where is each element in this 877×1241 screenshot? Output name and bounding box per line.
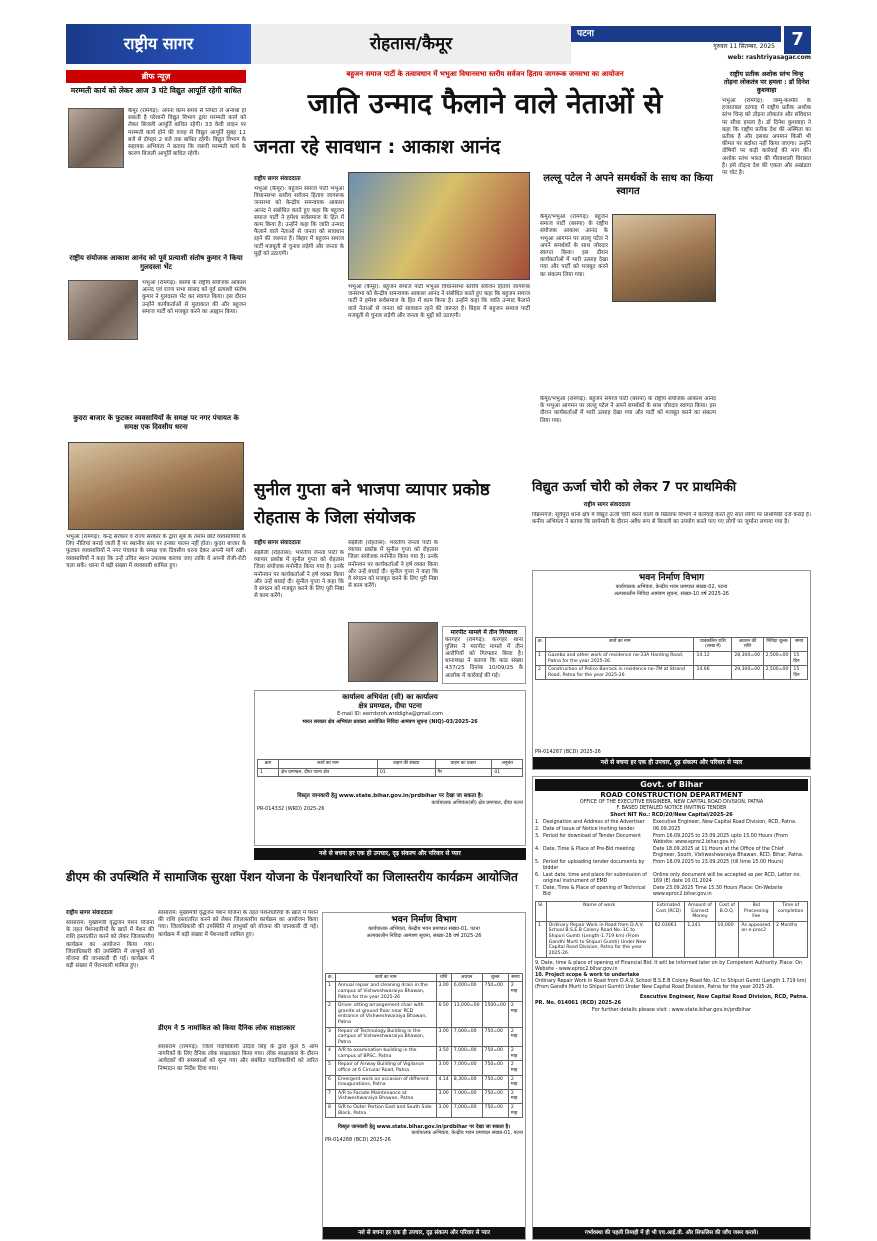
- tender2-cell: Repair of Technology Building in the campus of Vishweshwaraiya Bhawan, Patna: [336, 1027, 437, 1047]
- rcd-nit: Short NIT No.: RCD/20/New Capital/2025-26: [610, 811, 733, 818]
- rcd-cell: 10,000: [715, 921, 739, 958]
- tender2-cell: S/R to Outer Portion East and South Side Block, Patna: [336, 1104, 437, 1118]
- rcd-n10b: Ordinary Repair Work in Road from D.A.V. School B.S.E.B Colony Road No.-1C to Shipuri Gumti (Length 1.719 km) (From Gandhi Murti to Shipuri Gumti) Under New Capital Road Division, Patna for the year 2025-26.: [535, 979, 807, 991]
- tender1-cell: 2,500=00: [763, 651, 791, 665]
- rcd-table: [535, 901, 808, 958]
- tender2-col-header: क्र.: [326, 973, 336, 982]
- mid-photo: [348, 622, 438, 682]
- wrd-email: E-mail ID: eerrdsroh.wrddigha@gmail.com: [337, 710, 443, 717]
- story3-title: कुदरा बाजार के फुटकर व्यवसायियों के समक्ष पर नगर पंचायत के समक्ष एक दिवसीय धरना: [73, 414, 239, 431]
- wrd-office: कार्यालय अभियंता (सी) का कार्यालय: [342, 693, 438, 701]
- top-body-repeat: भभुआ (कैमूर): बहुजन समाज पार्टी भभुआ विधानसभा स्तरीय सर्वजन हिताय जागरूक जनसभा को केन्द्रीय समन्वयक आकाश आनंद ने संबोधित करते हुए कहा कि बहुजन समाज पार्टी ने हमेशा सर्वसमाज के हित में काम किया है। उन्होंने कहा कि जाति उन्माद फैलाने वाले नेताओं से जनता को सावधान रहने की जरूरत है। बिहार में बहुजन समाज पार्टी मजबूती से चुनाव लड़ेगी और जनता के मुद्दों को उठाएगी।: [348, 284, 530, 319]
- tender2-cell: 4.14: [436, 1075, 451, 1089]
- story1-title: मरम्मती कार्य को लेकर आज 3 घंटे विद्युत आपूर्ति रहेगी बाधित: [70, 86, 242, 95]
- tender1-col-header: निविदा शुल्क: [763, 637, 791, 651]
- rcd-item: [535, 847, 808, 859]
- tender2-cell: 750=00: [482, 1061, 508, 1075]
- rcd-col-header: Sl.: [536, 901, 547, 921]
- lower-body-cont: [158, 910, 318, 1020]
- tender2-cell: 8,300=00: [451, 1075, 482, 1089]
- story3-body: भभुआ (रामगढ़): केन्द्र सरकार व राज्य सरकार के द्वारा सूबे के तमाम छोटे व्यवसायियों के लिए नीतियां बनाई जाती हैं पर स्थानीय स्तर पर इनका पालन नहीं होता। कुदरा बाजार के फुटकर व्यवसायियों ने नगर पंचायत के समक्ष एक दिवसीय धरना देकर अपनी मांगें रखीं। व्यवसायियों ने कहा कि उन्हें उचित स्थान उपलब्ध कराया जाए ताकि वे अपनी रोजी-रोटी चला सकें। धरना में बड़ी संख्या में व्यवसायी शामिल हुए।: [66, 534, 246, 569]
- tender2-cell: 750=00: [482, 982, 508, 1002]
- rcd-item: [535, 873, 808, 885]
- rcd-cell: As appeared on e-proc2: [739, 921, 774, 958]
- rcd-item-field: 3.: [535, 833, 540, 839]
- wrd-pr: PR-014332 (WRD) 2025-26: [257, 806, 325, 813]
- brief-news-column: [66, 70, 246, 470]
- tender2-cell: 1500=00: [482, 1002, 508, 1027]
- tender1-cell: 29,300=00: [732, 666, 763, 680]
- tender1-ad: [532, 570, 811, 770]
- wrd-cell: 01: [492, 768, 523, 777]
- rcd-office: OFFICE OF THE EXECUTIVE ENGINEER, NEW CAPITAL ROAD DIVISION, PATNA: [579, 799, 764, 805]
- mid-body: संझौली (रोहतास): भारतीय जनता पार्टी के व्यापार प्रकोष्ठ में सुनील गुप्ता को रोहतास जिला संयोजक मनोनीत किया गया है। उनके मनोनयन पर कार्यकर्ताओं ने हर्ष व्यक्त किया और उन्हें बधाई दी। सुनील गुप्ता ने कहा कि वे संगठन को मजबूत करने के लिए पूरी निष्ठा से काम करेंगे।: [254, 550, 344, 600]
- tender2-cell: 6: [326, 1075, 336, 1089]
- rcd-cell: 1: [536, 921, 547, 958]
- brief-news-label: ब्रीफ न्यूज़: [66, 70, 246, 83]
- tender2-cell: 2 माह: [508, 1047, 522, 1061]
- tender2-cell: 8: [326, 1104, 336, 1118]
- rcd-footer: गर्भावस्था की पहली तिमाही में ही भी एच.आई.वी. और सिफलिस की जाँच जरूर कराये।: [533, 1227, 810, 1239]
- tender2-cell: 2 माह: [508, 1075, 522, 1089]
- tender2-cell: 7,000=00: [451, 1089, 482, 1103]
- tender2-notice: अल्पकालीन निविदा आमंत्रण सूचना, संख्या-28 वर्ष 2025-26: [366, 932, 482, 939]
- rcd-sign: Executive Engineer, New Capital Road Division, RCD, Patna.: [639, 994, 808, 1001]
- tender2-cell: 750=00: [482, 1027, 508, 1047]
- lower-byline: राष्ट्रीय सागर संवाददाता: [66, 910, 113, 916]
- story2-body: भभुआ (रामगढ़): बसपा के राष्ट्रीय संयोजक आकाश आनंद एवं राज्य सभा सांसद को पूर्व प्रत्याशी संतोष कुमार ने गुलदस्ता भेंट कर स्वागत किया। इस दौरान उन्होंने कार्यकर्ताओं से मुलाकात की और बहुजन समाज पार्टी को मजबूत करने का आह्वान किया।: [142, 280, 246, 315]
- tender2-cell: 2 माह: [508, 1027, 522, 1047]
- theft-headline: विद्युत ऊर्जा चोरी को लेकर 7 पर प्राथमिकी: [532, 480, 737, 495]
- mid-body-cont: [348, 540, 438, 620]
- tender2-cell: 7,000=00: [451, 1027, 482, 1047]
- tender2-cell: 7,000=00: [451, 1104, 482, 1118]
- mid-body-repeat: संझौली (रोहतास): भारतीय जनता पार्टी के व्यापार प्रकोष्ठ में सुनील गुप्ता को रोहतास जिला संयोजक मनोनीत किया गया है। उनके मनोनयन पर कार्यकर्ताओं ने हर्ष व्यक्त किया और उन्हें बधाई दी। सुनील गुप्ता ने कहा कि वे संगठन को मजबूत करने के लिए पूरी निष्ठा से काम करेंगे।: [348, 540, 438, 590]
- tender2-cell: 750=00: [482, 1075, 508, 1089]
- rcd-n9: 9. Date, time & place of opening of Financial Bid: It will be informed later on by Competent Authority. Place: On Website - www.eproc2.bihar.gov.in: [535, 961, 803, 973]
- tender1-cell: 2: [536, 666, 546, 680]
- story2-photo: [68, 280, 138, 340]
- rcd-item: [535, 834, 808, 846]
- rcd-item-field: 1.: [535, 819, 540, 825]
- tender1-cell: Construction of Police Barrack in residence no-7M at Strand Road, Patna for the year 2025-26: [546, 666, 694, 680]
- tender1-cell: 1: [536, 651, 546, 665]
- tender2-office: कार्यपालक अभियंता, केन्द्रीय भवन प्रमण्डल संख्या-01, पटना: [368, 926, 480, 933]
- tender2-row: [326, 1027, 523, 1047]
- tender2-cell: 2 माह: [508, 1061, 522, 1075]
- tender2-col-header: समय: [508, 973, 522, 982]
- tender2-row: [326, 1104, 523, 1118]
- top-headline-2: जनता रहे सावधान : आकाश आनंद: [254, 136, 501, 158]
- tender2-cell: Emergent work on occasion of different Inaugurations, Patna: [336, 1075, 437, 1089]
- arrest-title: मारपीट मामले में तीन गिरफ्तार: [450, 629, 518, 636]
- page-number: 7: [784, 26, 811, 54]
- rcd-item-field: Executive Engineer, New Capital Road Division, RCD, Patna.: [653, 819, 797, 825]
- tender2-cell: 7: [326, 1089, 336, 1103]
- tender1-col-header: समय: [791, 637, 808, 651]
- tender2-row: [326, 1047, 523, 1061]
- brand-logo: [66, 24, 251, 64]
- tender2-row: [326, 1002, 523, 1027]
- mid-headline: सुनील गुप्ता बने भाजपा व्यापार प्रकोष्ठ रोहतास के जिला संयोजक: [254, 480, 490, 528]
- side-body: कैमूर/भभुआ (रामगढ़): बहुजन समाज पार्टी (बसपा) के राष्ट्रीय संयोजक आकाश आनंद के भभुआ आगमन पर लल्लू पटेल ने अपने समर्थकों के साथ जोरदार स्वागत किया। इस दौरान कार्यकर्ताओं में भारी उत्साह देखा गया और पार्टी को मजबूत करने का संकल्प लिया गया।: [540, 214, 608, 278]
- wrd-sign: कार्यपालक अभियंता(सी) क्षेत्र प्रमण्डल, दीघा पटना: [431, 799, 523, 806]
- tender2-cell: 1: [326, 982, 336, 1002]
- tender2-cell: 2 माह: [508, 982, 522, 1002]
- wrd-col-header: वाहन की संख्या: [377, 760, 435, 769]
- right-story: [722, 70, 811, 470]
- tender2-col-header: शुल्क: [482, 973, 508, 982]
- wrd-table: [257, 759, 523, 777]
- lower-body: सासाराम: मुख्यमंत्री वृद्धजन पेंशन योजना के तहत पेंशनधारियों के खाते में पेंशन की राशि हस्तांतरित करने को लेकर जिलास्तरीय कार्यक्रम का आयोजन किया गया। जिलाधिकारी की उपस्थिति में लाभुकों को योजना की जानकारी दी गई। कार्यक्रम में बड़ी संख्या में पेंशनधारी शामिल हुए।: [66, 920, 154, 970]
- rcd-cell: Ordinary Repair Work in Road from D.A.V. School B.S.E.B Colony Road No.-1C to Shipuri Gumti (Length-1.719 km) (From Gandhi Murti to Shipuri Gumti) Under New Capital Road Division, Patna for the year 2025-26.: [546, 921, 652, 958]
- top-byline: राष्ट्रीय सागर संवाददाता: [254, 176, 301, 182]
- tender1-cell: 14.66: [694, 666, 732, 680]
- mid-byline: राष्ट्रीय सागर संवाददाता: [254, 540, 301, 546]
- lower-body-repeat: सासाराम: मुख्यमंत्री वृद्धजन पेंशन योजना के तहत पेंशनधारियों के खाते में पेंशन की राशि हस्तांतरित करने को लेकर जिलास्तरीय कार्यक्रम का आयोजन किया गया। जिलाधिकारी की उपस्थिति में लाभुकों को योजना की जानकारी दी गई। कार्यक्रम में बड़ी संख्या में पेंशनधारी शामिल हुए।: [158, 910, 318, 938]
- tender2-cell: 750=00: [482, 1104, 508, 1118]
- story1-body: कैमूर (रामगढ़): अपना काम समय से निपटा लें अन्यथा हो सकती है परेशानी विद्युत विभाग द्वारा मरम्मती कार्य को लेकर बिजली आपूर्ति बाधित रहेगी। 33 केवी लाइन पर मरम्मती कार्य होने की वजह से विद्युत आपूर्ति सुबह 11 बजे से दोपहर 2 बजे तक बाधित रहेगी। विद्युत विभाग के सहायक अभियंता ने बताया कि जरूरी मरम्मती कार्य के कारण बिजली आपूर्ति बाधित रहेगी।: [128, 108, 246, 158]
- story1-photo: [68, 108, 124, 168]
- tender2-row: [326, 1089, 523, 1103]
- city-label: पटना: [571, 26, 781, 42]
- wrd-cell: गैर: [435, 768, 492, 777]
- rcd-item-field: From 16.09.2025 to 23.09.2025 (till time 15.00 Hours): [653, 859, 784, 865]
- wrd-web: विस्तृत जानकारी हेतु www.state.bihar.gov.in/prdbihar पर देखा जा सकता है।: [297, 793, 483, 800]
- tender2-cell: 2 माह: [508, 1002, 522, 1027]
- tender2-cell: 750=00: [482, 1047, 508, 1061]
- tender1-cell: 15 दिन: [791, 651, 808, 665]
- rcd-items: [535, 820, 808, 898]
- rcd-cell: 62.03063: [652, 921, 685, 958]
- tender1-cell: 2,500=00: [763, 666, 791, 680]
- tender2-cell: 4: [326, 1047, 336, 1061]
- right-title: राष्ट्रीय प्रतीक अशोक स्तंभ चिन्ह तोड़ना लोकतंत्र पर हमला : डॉ दिनेश कुशवाहा: [723, 70, 810, 94]
- rcd-col-header: Bid Processing Fee: [739, 901, 774, 921]
- tender2-cell: 6,000=00: [451, 982, 482, 1002]
- wrd-cell: 1: [258, 768, 279, 777]
- top-body-cont: [348, 284, 530, 470]
- tender2-web: विस्तृत जानकारी हेतु www.state.bihar.gov.in/prdbihar पर देखा जा सकता है।: [337, 1124, 511, 1131]
- tender2-sign: कार्यपालक अभियंता, केन्द्रीय भवन प्रमण्डल संख्या-01, पटना: [411, 1130, 523, 1137]
- wrd-col-header: वाहन का प्रकार: [435, 760, 492, 769]
- side-photo: [612, 214, 716, 302]
- tender2-cell: 750=00: [482, 1089, 508, 1103]
- web-url: web: rashtriyasagar.com: [727, 54, 811, 61]
- tender1-col-header: प्राक्कलित राशि (लाख में): [694, 637, 732, 651]
- wrd-col-header: कार्य का नाम: [278, 760, 377, 769]
- rcd-item: [535, 820, 808, 826]
- tender2-cell: 3.00: [436, 1104, 451, 1118]
- wrd-row: [258, 768, 523, 777]
- rcd-col-header: Amount of Earnest Money: [685, 901, 715, 921]
- rcd-item-field: Period for download of Tender Document: [543, 833, 641, 839]
- tender2-cell: Annual repair and cleaning drain in the campus of Vishweshwaraiya Bhawan, Patna for the year 2025-26: [336, 982, 437, 1002]
- side-title: लल्लू पटेल ने अपने समर्थकों के साथ का किया स्वागत: [543, 173, 713, 197]
- section-title: रोहतास/कैमूर: [251, 24, 571, 64]
- tender1-pr: PR-014267 (BCD) 2025-26: [535, 748, 601, 755]
- tender2-cell: 7,000=00: [451, 1047, 482, 1061]
- wrd-col-header: अनुबंध: [492, 760, 523, 769]
- side-body-repeat: कैमूर/भभुआ (रामगढ़): बहुजन समाज पार्टी (बसपा) के राष्ट्रीय संयोजक आकाश आनंद के भभुआ आगमन पर लल्लू पटेल ने अपने समर्थकों के साथ जोरदार स्वागत किया। इस दौरान कार्यकर्ताओं में भारी उत्साह देखा गया और पार्टी को मजबूत करने का संकल्प लिया गया।: [540, 396, 716, 424]
- wrd-sub: क्षेत्र प्रमण्डल, दीघा पटना: [358, 701, 422, 710]
- tender2-cell: 3.00: [436, 1089, 451, 1103]
- right-body: भभुआ (रामगढ़): जम्मू-कश्मीर के हजरतबल दरगाह में राष्ट्रीय प्रतीक अशोक स्तंभ चिन्ह को तोड़ना लोकतंत्र और संविधान पर सीधा हमला है। डॉ दिनेश कुशवाहा ने कहा कि राष्ट्रीय प्रतीक देश की अस्मिता का प्रतीक है और इसका अपमान किसी भी कीमत पर बर्दाश्त नहीं किया जाएगा। उन्होंने दोषियों पर कड़ी कार्रवाई की मांग की। अशोक स्तंभ भारत की गौरवशाली विरासत है। इसे तोड़ना देश की एकता और अखंडता पर चोट है।: [722, 98, 811, 177]
- rcd-cell: 1,241: [685, 921, 715, 958]
- rcd-govt: Govt. of Bihar: [535, 779, 808, 791]
- wrd-cell: क्षेत्र प्रमण्डल, दीघा पटना क्षेत्र: [278, 768, 377, 777]
- wrd-tender-ad: [254, 690, 526, 846]
- tender1-cell: 15 दिन: [791, 666, 808, 680]
- rcd-item-field: 5.: [535, 859, 540, 865]
- side-body-cont: [540, 396, 716, 470]
- tender2-cell: 3.00: [436, 982, 451, 1002]
- rcd-dept: ROAD CONSTRUCTION DEPARTMENT: [600, 791, 743, 799]
- rcd-further: For further details please visit : www.state.bihar.gov.in/prdbihar: [591, 1006, 752, 1013]
- tender1-office: कार्यपालक अभियंता, केन्द्रीय भवन प्रमण्डल संख्या-02, पटना: [615, 584, 728, 591]
- rcd-item-field: 6.: [535, 872, 540, 878]
- story3-photo: [68, 442, 244, 530]
- rcd-item-field: 2.: [535, 826, 540, 832]
- tender2-row: [326, 1075, 523, 1089]
- tender1-row: [536, 651, 808, 665]
- tender1-notice: अल्पकालीन निविदा आमंत्रण सूचना, संख्या-10 वर्ष 2025-26: [614, 590, 729, 597]
- tender1-footer: नशे से बचना हर एक ही उपचार, दृढ़ संकल्प और परिवार से प्यार: [533, 757, 810, 769]
- rcd-item: [535, 886, 808, 898]
- tender2-cell: 5: [326, 1061, 336, 1075]
- tender2-cell: A/R to examination building in the campus of BPSC, Patna: [336, 1047, 437, 1061]
- rcd-item-field: 7.: [535, 885, 540, 891]
- tender2-row: [326, 982, 523, 1002]
- tender2-cell: 6.50: [436, 1002, 451, 1027]
- tender1-row: [536, 666, 808, 680]
- theft-body: विक्रमगंज: सूर्यपुरा थाना क्षेत्र में विद्युत ऊर्जा चोरी करने वालों के खिलाफ विभाग ने कार्रवाई करते हुए सात लोगों पर प्राथमिकी दर्ज कराई है। कनीय अभियंता ने बताया कि छापेमारी के दौरान अवैध रूप से बिजली का उपयोग करते पाए गए लोगों पर जुर्माना लगाया गया है।: [532, 512, 811, 526]
- rcd-item-field: 06.09.2025: [653, 826, 681, 832]
- rcd-item-field: Date, Time & Place of opening of Technical Bid: [543, 885, 646, 897]
- tender2-cell: 7,000=00: [451, 1061, 482, 1075]
- tender1-col-header: क्र.: [536, 637, 546, 651]
- top-body: भभुआ (कैमूर): बहुजन समाज पार्टी भभुआ विधानसभा स्तरीय सर्वजन हिताय जागरूक जनसभा को केन्द्रीय समन्वयक आकाश आनंद ने संबोधित करते हुए कहा कि बहुजन समाज पार्टी ने हमेशा सर्वसमाज के हित में काम किया है। उन्होंने कहा कि जाति उन्माद फैलाने वाले नेताओं से जनता को सावधान रहने की जरूरत है। बिहार में बहुजन समाज पार्टी मजबूती से चुनाव लड़ेगी और जनता के मुद्दों को उठाएगी।: [254, 186, 344, 257]
- top-photo: [348, 172, 530, 280]
- rcd-item-field: 4.: [535, 846, 540, 852]
- story2-title: राष्ट्रीय संयोजक आकाश आनंद को पूर्व प्रत्याशी संतोष कुमार ने किया गुलदस्ता भेंट: [69, 254, 243, 271]
- rcd-item-field: Date, Time & Place of Pre-Bid meeting: [543, 846, 635, 852]
- rcd-pr: PR. No. 014061 (RCD) 2025-26: [535, 1000, 622, 1007]
- top-kicker: बहुजन समाज पार्टी के तत्वावधान में भभुआ विधानसभा स्तरीय सर्वजन हिताय जागरूक जनसभा का आयोजन: [346, 70, 624, 78]
- tender1-col-header: अग्रधन की राशि: [732, 637, 763, 651]
- rcd-item-field: Date 18.09.2025 at 11 Hours at the Office of the Chief Engineer, South, Vishweshwaraiya Bhawan, RCD, Bihar, Patna.: [653, 846, 804, 858]
- tender1-cell: Gazebo and other work of residence no-33A Harding Road, Patna for the year 2025-26: [546, 651, 694, 665]
- tender2-pr: PR-014268 (BCD) 2025-26: [325, 1136, 391, 1143]
- dm-body: सासाराम (रामगढ़): जिला पदाधिकारी उदिता सिंह के द्वारा कुल 5 आम नागरिकों के लिए दैनिक लोक साक्षात्कार किया गया। लोक साक्षात्कार के दौरान आवेदकों की समस्याओं को सुना गया और संबंधित पदाधिकारियों को त्वरित निष्पादन का निर्देश दिया गया।: [158, 1044, 318, 1072]
- tender2-cell: A/R to Facade Maintenance at Vishweshwaraiya Bhawan, Patna: [336, 1089, 437, 1103]
- tender2-cell: 13,000=00: [451, 1002, 482, 1027]
- tender2-row: [326, 1061, 523, 1075]
- tender1-cell: 14.12: [694, 651, 732, 665]
- wrd-col-header: क्रम: [258, 760, 279, 769]
- rcd-item: [535, 827, 808, 833]
- tender2-cell: 3.00: [436, 1061, 451, 1075]
- tender2-cell: 3: [326, 1027, 336, 1047]
- rcd-col-header: Cost of B.O.Q.: [715, 901, 739, 921]
- arrest-body: करगहर (रामगढ़): करगहर थाना पुलिस ने मारपीट मामले में तीन आरोपियों को गिरफ्तार किया है। थानाध्यक्ष ने बताया कि कांड संख्या 437/25 दिनांक 10/09/25 के आलोक में कार्रवाई की गई।: [445, 636, 523, 679]
- tender2-cell: 3.00: [436, 1027, 451, 1047]
- tender2-cell: Repair of Airway Building of Vigilance office at 6 Circular Road, Patna: [336, 1061, 437, 1075]
- dm-title: डीएम ने 5 नामांकित को किया दैनिक लोक साक्षात्कार: [158, 1024, 296, 1032]
- tender2-cell: Driver sitting arrangement chair with granite at ground floor near RCD entrance of Vishweshwaraiya Bhawan, Patna: [336, 1002, 437, 1027]
- top-headline-1: जाति उन्माद फैलाने वाले नेताओं से: [307, 87, 663, 120]
- tender2-cell: 3.50: [436, 1047, 451, 1061]
- rcd-tender-ad: [532, 776, 811, 1240]
- tender2-footer: नशे से बचना हर एक ही उपचार, दृढ़ संकल्प और परिवार से प्यार: [323, 1227, 525, 1239]
- rcd-item-field: Last date, time and place for submission of original instrument of EMD: [543, 872, 647, 884]
- arrest-box: [442, 626, 526, 684]
- rcd-item-field: Period for uploading tender documents by bidder: [543, 859, 645, 871]
- tender1-cell: 28,300=00: [732, 651, 763, 665]
- rcd-item: [535, 860, 808, 872]
- rcd-item-field: From 16.09.2025 to 23.09.2025 upto 15.00 Hours (From Website: www.eproc2.bihar.gov.in): [653, 833, 788, 845]
- rcd-item-field: Online only document will be accepted as per RCD, Letter no. 169 (E) date 10.01.2024: [653, 872, 801, 884]
- rcd-item-field: Designation and Address of the Advertiser: [543, 819, 645, 825]
- rcd-notice: F. BASED DETAILED NOTICE INVITING TENDER: [616, 805, 727, 811]
- rcd-cell: 2 Months: [774, 921, 808, 958]
- wrd-cell: 01: [377, 768, 435, 777]
- tender1-table: [535, 637, 808, 681]
- tender1-col-header: कार्य का नाम: [546, 637, 694, 651]
- mid-footer-bar: नशे से बचना हर एक ही उपचार, दृढ़ संकल्प और परिवार से प्यार: [254, 848, 526, 860]
- rcd-col-header: Estimated Cost (RCD): [652, 901, 685, 921]
- rcd-n10: 10. Project scope & work to undertake: [535, 973, 640, 979]
- brand-name: राष्ट्रीय सागर: [123, 34, 194, 53]
- tender2-ad: [322, 912, 526, 1240]
- wrd-notice: भारत सरकार क्षेत्र अभियंता प्रवक्ता आयोजित निविदा आमंत्रण सूचना (NIQ)-03/2025-26: [302, 718, 478, 725]
- rcd-row: [536, 921, 808, 958]
- date-label: गुरुवार 11 सितम्बर, 2025: [713, 43, 775, 50]
- rcd-item-field: Date of Issue of Notice Inviting tender: [543, 826, 635, 832]
- rcd-item-field: Date 23.09.2025 Time 15.30 Hours Place: On-Website www.eproc2.bihar.gov.in: [653, 885, 783, 897]
- tender2-col-header: अग्रधन: [451, 973, 482, 982]
- tender2-dept: भवन निर्माण विभाग: [391, 915, 457, 925]
- rcd-col-header: Time of completion: [774, 901, 808, 921]
- tender2-col-header: कार्य का नाम: [336, 973, 437, 982]
- tender2-col-header: राशि: [436, 973, 451, 982]
- tender2-cell: 2 माह: [508, 1089, 522, 1103]
- theft-byline: राष्ट्रीय सागर संवाददाता: [583, 502, 631, 508]
- tender1-dept: भवन निर्माण विभाग: [638, 573, 705, 583]
- lower-headline: डीएम की उपस्थिति में सामाजिक सुरक्षा पेंशन योजना के पेंशनधारियों का जिलास्तरीय कार्यक्रम आयोजित: [66, 870, 518, 884]
- tender2-table: [325, 973, 523, 1118]
- rcd-col-header: Name of work: [546, 901, 652, 921]
- tender2-cell: 2: [326, 1002, 336, 1027]
- masthead: [66, 24, 811, 64]
- tender2-cell: 2 माह: [508, 1104, 522, 1118]
